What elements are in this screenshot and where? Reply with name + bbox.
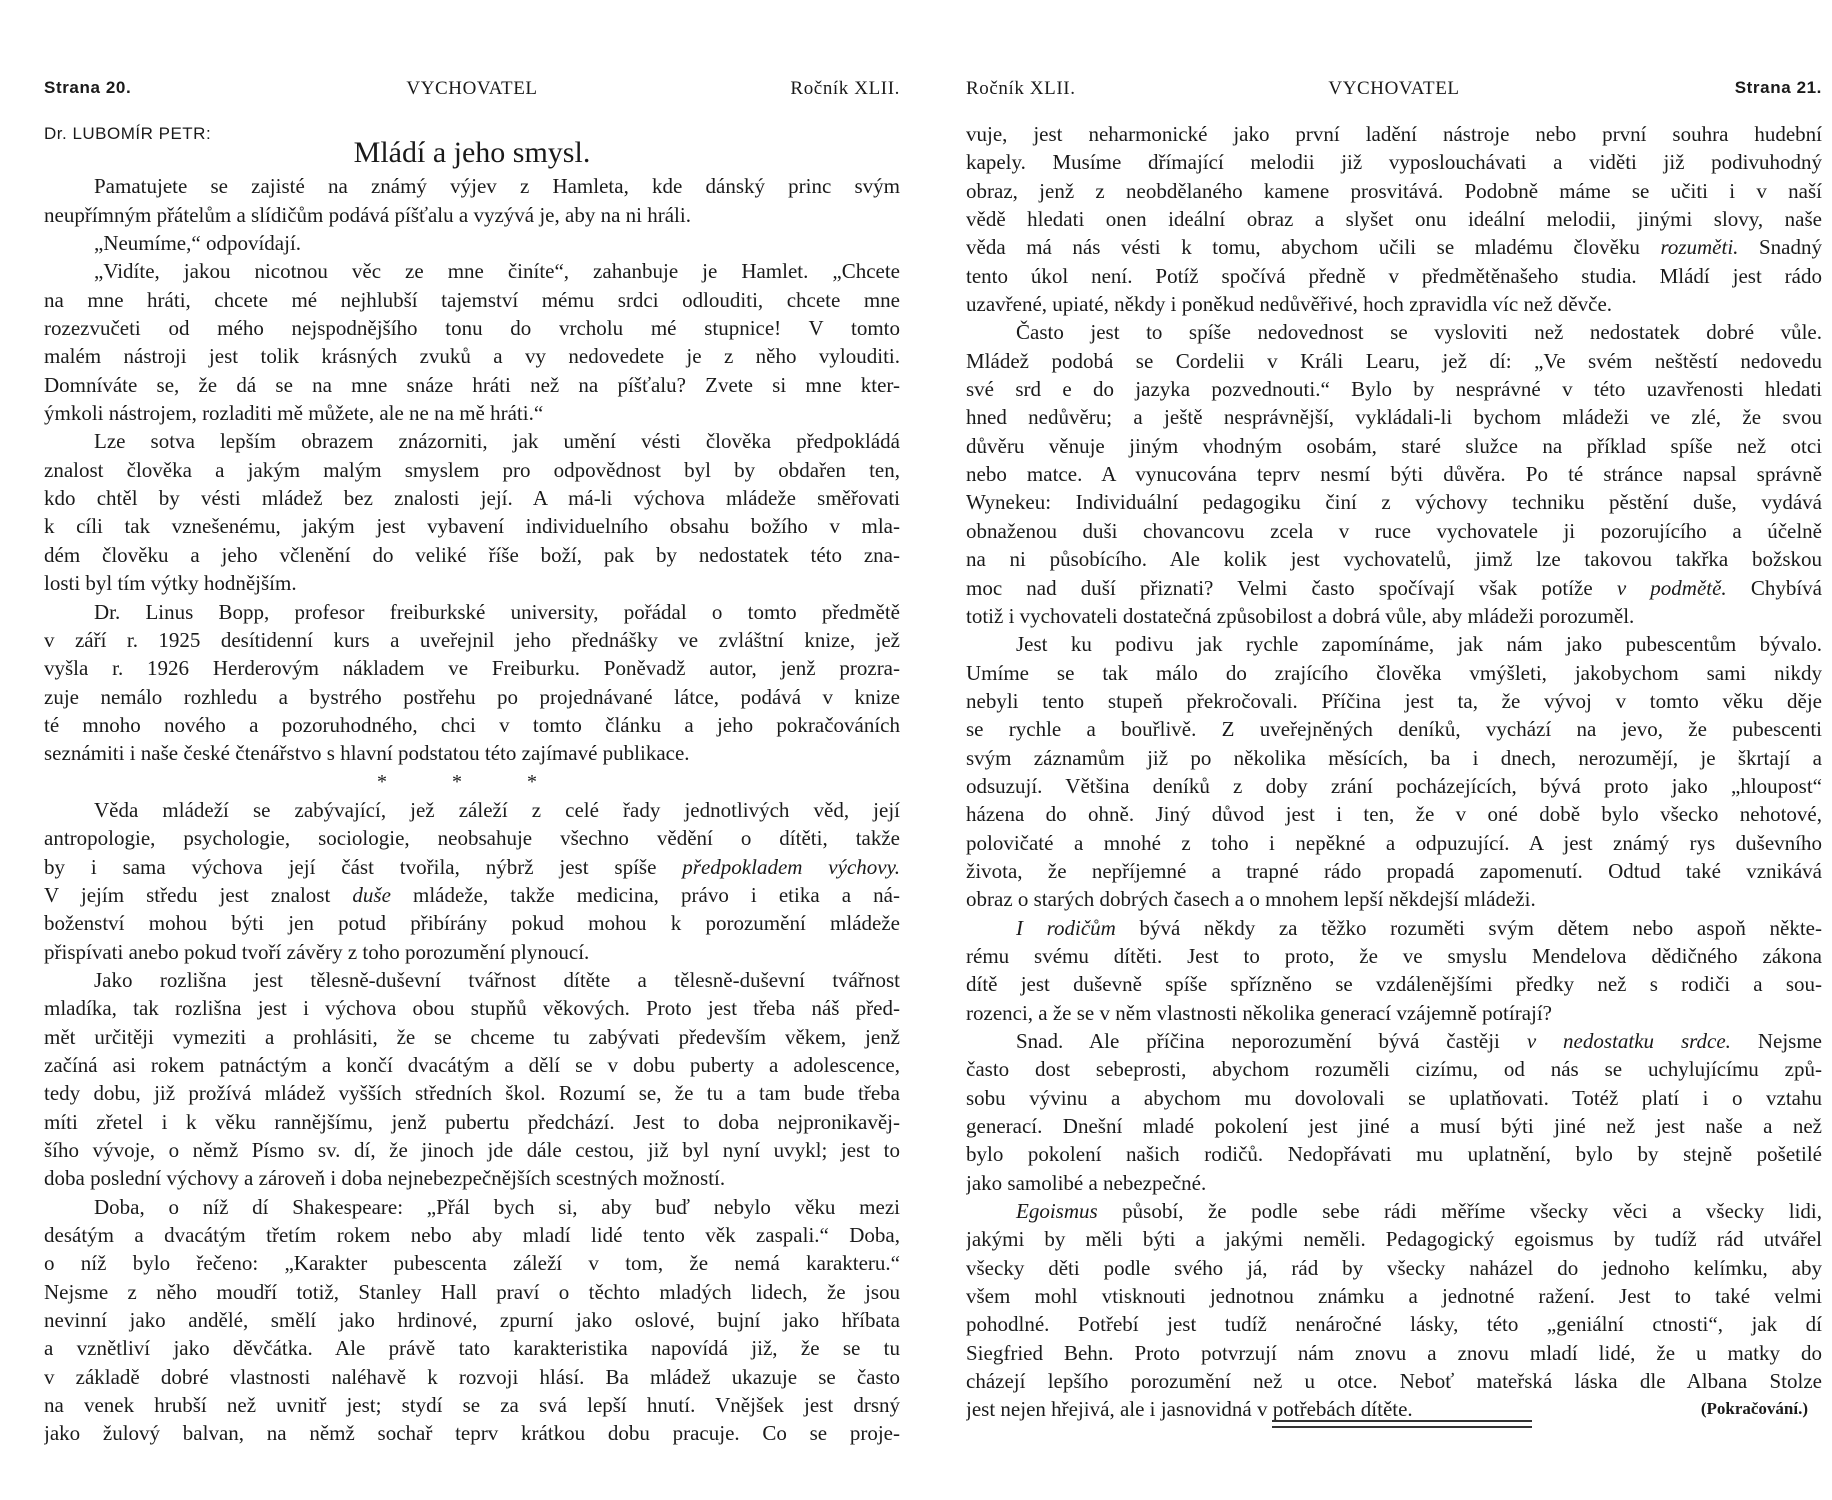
continued-note: (Pokračování.) bbox=[1700, 1399, 1808, 1419]
right-page-number: Strana 21. bbox=[1734, 78, 1822, 97]
text-line: často dost sebeprosti, abychom rozuměli cizímu, od nás se uchylujícímu způ- bbox=[966, 1057, 1822, 1082]
text-line: začíná asi rokem patnáctým a končí dvacátým a dělí se v dobu puberty a adolescence, bbox=[44, 1053, 900, 1077]
text-line: neupřímným přátelům a slídičům podává píšťalu a vyzývá je, aby na ni hráli. bbox=[44, 202, 691, 227]
text-line: svým záznamům již po několika měsících, ba i dnech, nerozumějí, je škrtají a bbox=[966, 745, 1822, 770]
text-line: tedy dobu, již prožívá mládež vyšších středních škol. Rozumí se, že tu a tam bude třeba bbox=[44, 1081, 900, 1106]
text-line: boženství mohou býti jen potud přibírány pokud mohou k porozumění mládeže bbox=[44, 911, 900, 936]
text-line: na venek hrubší než uvnitř jest; stydí se za svá lepší hnutí. Vnějšek jest drsný bbox=[44, 1393, 900, 1418]
text-line: se rychle a bouřlivě. Z uveřejněných deníků, vychází na jevo, že pubescenti bbox=[966, 717, 1822, 742]
right-article-body bbox=[966, 120, 1822, 1424]
text-line: přispívati anebo pokud tvoří závěry z toho porozumění plynoucí. bbox=[44, 939, 590, 964]
text-line: zuje nemálo rozhledu a bystrého postřehu po projednávané látce, podává v knize bbox=[44, 684, 900, 709]
text-line: obraz, jenž z neobdělaného kamene prosvitává. Podobně máme se učiti i v naší bbox=[966, 178, 1822, 203]
text-line: Wynekeu: Individuální pedagogiku činí z výchovy techniku pěstění duše, vydává bbox=[966, 490, 1822, 515]
text-line: desátým a dvacátým třetím rokem nebo aby mladí lidé tento věk zaspali.“ Doba, bbox=[44, 1223, 900, 1248]
left-volume: Ročník XLII. bbox=[790, 78, 900, 99]
text-line: jakými by měli býti a jakými neměli. Pedagogický egoismus by tudíž rád utvářel bbox=[966, 1227, 1822, 1252]
text-line: Jest ku podivu jak rychle zapomínáme, jak nám jako pubescentům bývalo. bbox=[1016, 632, 1822, 657]
left-page-number: Strana 20. bbox=[44, 78, 132, 97]
text-line: jako žulový balvan, na němž sochař teprv krátkou dobu pracuje. Co se proje- bbox=[44, 1421, 900, 1446]
text-line: vědě hledati onen ideální obraz a slyšet onu ideální melodii, jinými slovy, naše bbox=[966, 207, 1822, 232]
text-line: Domníváte se, že dá se na mne snáze hráti než na píšťalu? Zvete si mne kter- bbox=[44, 372, 900, 397]
text-line: házena do ohně. Jiný důvod jest i ten, že v oné době bylo všecko nehotové, bbox=[966, 802, 1822, 827]
text-line: polovičaté a mnohé z toho i nepěkné a odpuzující. A jest známý rys duševního bbox=[966, 830, 1822, 855]
text-line: Doba, o níž dí Shakespeare: „Přál bych si, aby buď nebylo věku mezi bbox=[94, 1194, 900, 1219]
text-line: Snad. Ale příčina neporozumění bývá častěji v nedostatku srdce. Nejsme bbox=[1016, 1029, 1822, 1053]
text-line: bylo pokolení našich rodičů. Nedopřávati mu uplatnění, bylo by stejně pošetilé bbox=[966, 1142, 1822, 1167]
text-line: I rodičům bývá někdy za těžko rozuměti svým dětem nebo aspoň někte- bbox=[1016, 915, 1822, 940]
text-line: v základě dobré vlastnosti naléhavě k rozvoji hlásí. Ba mládež ukazuje se často bbox=[44, 1364, 900, 1389]
text-line: antropologie, psychologie, sociologie, neobsahuje všechno vědění o dítěti, takže bbox=[44, 826, 900, 851]
text-line: obnaženou duši chovancovu zcela v ruce vychovatele ji pozorujícího a účelně bbox=[966, 518, 1822, 543]
text-line: seznámiti i naše české čtenářstvo s hlavní podstatou této zajímavé publikace. bbox=[44, 741, 690, 766]
right-volume: Ročník XLII. bbox=[966, 78, 1076, 99]
text-line: znalost člověka a jakým malým smyslem pro odpovědnost byl by obdařen ten, bbox=[44, 457, 900, 482]
right-running-header bbox=[966, 78, 1822, 108]
text-line: malém nástroji jest tolik krásných zvuků a vy nedovedete je z něho vylouditi. bbox=[44, 344, 900, 369]
text-line: sobu vývinu a abychom mu dovolovali se uplatňovati. Totéž platí i o vztahu bbox=[966, 1085, 1822, 1110]
text-line: nevinní jako andělé, smělí jako hrdinové, zpurní jako oslové, bujní jako hříbata bbox=[44, 1308, 900, 1333]
text-line: v září r. 1925 desítidenní kurs a uveřejnil jeho přednášky ve zvláštní knize, jež bbox=[44, 627, 900, 652]
right-text-lines bbox=[966, 120, 1822, 1424]
text-line: své srd e do jazyka pozvednouti.“ Bylo by nesprávné v této uzavřenosti hledati bbox=[966, 377, 1822, 402]
left-journal-title: VYCHOVATEL bbox=[406, 78, 538, 99]
text-line: Umíme se tak málo do zrajícího člověka vmýšleti, jakobychom sami nikdy bbox=[966, 660, 1822, 685]
text-line: nebo matce. A vynucována teprv nesmí býti důvěra. Po té stránce napsal správně bbox=[966, 462, 1822, 487]
text-line: generací. Dnešní mladé pokolení jest jiné a musí býti jiné než jest naše a než bbox=[966, 1114, 1822, 1139]
text-line: na ni působícího. Ale kolik jest vychovatelů, jimž lze takovou takřka božskou bbox=[966, 547, 1822, 572]
text-line: V jejím středu jest znalost duše mládeže, takže medicina, právo i etika a ná- bbox=[44, 882, 900, 907]
text-line: by i sama výchova její část tvořila, nýbrž jest spíše předpokladem výchovy. bbox=[44, 854, 900, 879]
section-break: * * * bbox=[377, 770, 567, 793]
text-line: doba poslední výchovy a zároveň i doba nejnebezpečnějších scestných možností. bbox=[44, 1166, 726, 1191]
text-line: losti byl tím výtky hodnějším. bbox=[44, 571, 297, 596]
text-line: moc nad duší přiznati? Velmi často spočívají však potíže v podmětě. Chybívá bbox=[966, 575, 1822, 600]
text-line: Pamatujete se zajisté na známý výjev z Hamleta, kde dánský princ svým bbox=[94, 174, 900, 199]
right-journal-title: VYCHOVATEL bbox=[1328, 78, 1460, 99]
text-line: obraz o starých dobrých časech a o mnohem lepší někdejší mládeži. bbox=[966, 887, 1536, 912]
text-line: k cíli tak vznešenému, jakým jest vybavení individuelního obsahu božího v mla- bbox=[44, 514, 900, 539]
text-line: rozenci, a že se v něm vlastnosti několika generací vzájemně potírají? bbox=[966, 1000, 1553, 1025]
text-line: kapely. Musíme dřímající melodii již vyposlouchávati a viděti již podivuhodný bbox=[966, 150, 1822, 175]
text-line: hned nedůvěru; a ještě nesprávnější, vykládali-li bychom mládeži ve zlé, že svou bbox=[966, 405, 1822, 430]
text-line: života, že nepříjemné a trapné rádo propadá zapomenutí. Odtud také vznikává bbox=[966, 858, 1822, 883]
text-line: dítě jest duševně spíše spřízněno se vzdálenějšími předky než s rodiči a sou- bbox=[966, 972, 1822, 997]
text-line: Siegfried Behn. Proto potvrzují nám znovu a znovu mladí lidé, že u matky do bbox=[966, 1340, 1822, 1365]
text-line: ýmkoli nástrojem, rozladiti mě můžete, ale ne na mě hráti.“ bbox=[44, 401, 544, 426]
text-line: odsuzují. Většina deníků z doby zrání pocházejících, bývá proto jako „hloupost“ bbox=[966, 773, 1822, 798]
text-line: tento úkol není. Potíž spočívá předně v předmětěnašeho studia. Mládí jest rádo bbox=[966, 263, 1822, 288]
text-line: mladíka, tak rozlišna jest i výchova obou stupňů věkových. Proto jest třeba náš před- bbox=[44, 996, 900, 1021]
article-title: Mládí a jeho smysl. bbox=[353, 136, 591, 170]
text-line: rému svému dítěti. Jest to proto, že ve smyslu Mendelova dědičného zákona bbox=[966, 943, 1822, 968]
right-page bbox=[966, 78, 1822, 1478]
text-line: vuje, jest neharmonické jako první ladění nástroje nebo první souhra hudební bbox=[966, 122, 1822, 146]
text-line: uzavřené, upiaté, někdy i poněkud nedůvěřivé, hoch zpravidla víc než děvče. bbox=[966, 292, 1613, 317]
end-rule-bottom bbox=[1272, 1426, 1532, 1428]
end-rule-top bbox=[1272, 1420, 1532, 1422]
text-line: dém člověku a jeho včlenění do veliké říše boží, pak by nedostatek této zna- bbox=[44, 542, 900, 567]
article-author: Dr. LUBOMÍR PETR: bbox=[44, 124, 212, 143]
text-line: Lze sotva lepším obrazem znázorniti, jak umění vésti člověka předpokládá bbox=[94, 429, 900, 454]
text-line: Mládež podobá se Cordelii v Králi Learu, jež dí: „Ve svém neštěstí nedovedu bbox=[966, 348, 1822, 373]
text-line: té mnoho nového a pozoruhodného, chci v tomto článku a jeho pokračováních bbox=[44, 712, 900, 737]
text-line: všem mohl vtisknouti jednotnou známku a jednotné ražení. Jest to také velmi bbox=[966, 1284, 1822, 1309]
text-line: pohodlné. Potřebí jest tudíž nenáročné lásky, této „geniální ctnosti“, jak dí bbox=[966, 1312, 1822, 1337]
text-line: nebyli tento stupeň překročovali. Příčina jest ta, že vývoj v tomto věku děje bbox=[966, 688, 1822, 713]
text-line: Dr. Linus Bopp, profesor freiburkské university, pořádal o tomto předmětě bbox=[94, 599, 900, 624]
text-line: totiž i vychovateli dostatečná způsobilost a dobrá vůle, aby mládeži porozuměl. bbox=[966, 603, 1635, 628]
text-line: rozezvučeti od mého nejspodnějšího tonu do vrcholu mé stupnice! V tomto bbox=[44, 316, 900, 341]
left-text-lines bbox=[44, 172, 900, 1447]
text-line: míti zřetel i k věku rannějšímu, jenž pubertu předchází. Jest to doba nejpronikavěj- bbox=[44, 1109, 900, 1134]
left-article-body bbox=[44, 120, 900, 1448]
text-line: „Neumíme,“ odpovídají. bbox=[94, 231, 302, 256]
text-line: jest nejen hřejivá, ale i jasnovidná v potřebách dítěte. (Pokračování.) bbox=[966, 1395, 1822, 1423]
text-line: důvěru věnuje jiným vhodným osobám, staré služce na příklad spíše než otci bbox=[966, 433, 1822, 458]
text-line: vyšla r. 1926 Herderovým nákladem ve Freiburku. Poněvadž autor, jenž prozra- bbox=[44, 656, 900, 681]
text-line: Často jest to spíše nedovednost se vysloviti než nedostatek dobré vůle. bbox=[1016, 320, 1822, 345]
text-line: „Vidíte, jakou nicotnou věc ze mne činíte“, zahanbuje je Hamlet. „Chcete bbox=[94, 259, 900, 284]
text-line: o níž bylo řečeno: „Karakter pubescenta záleží v tom, že nemá karakteru.“ bbox=[44, 1251, 900, 1276]
text-line: jako samolibé a nebezpečné. bbox=[966, 1170, 1207, 1195]
text-line: Jako rozlišna jest tělesně-duševní tvářnost dítěte a tělesně-duševní tvářnost bbox=[94, 967, 900, 992]
text-line: všecky děti podle svého já, rád by všecky naházel do jednoho kelímku, aby bbox=[966, 1255, 1822, 1280]
text-line: mět určitěji vymeziti a prohlásiti, že se chceme tu zabývati především věkem, jenž bbox=[44, 1024, 900, 1049]
text-line: Egoismus působí, že podle sebe rádi měříme všecky věci a všecky lidi, bbox=[1016, 1199, 1822, 1224]
text-line: na mne hráti, chcete mé nejhlubší tajemství mému srdci odlouditi, chcete mne bbox=[44, 287, 900, 312]
text-line: Nejsme z něho moudří totiž, Stanley Hall praví o těchto mladých lidech, že jsou bbox=[44, 1279, 900, 1304]
text-line: a vznětliví jako děvčátka. Ale právě tato karakteristika napovídá již, že se tu bbox=[44, 1336, 900, 1361]
text-line: cházejí lepšího porozumění než u otce. Neboť mateřská láska dle Albana Stolze bbox=[966, 1369, 1822, 1394]
text-line: Věda mládeží se zabývající, jež záleží z celé řady jednotlivých věd, její bbox=[94, 797, 900, 822]
text-line: šího vývoje, o němž Písmo sv. dí, že jinoch jde dále cestou, již byl nyní uvykl; jest to bbox=[44, 1138, 900, 1163]
left-page bbox=[44, 78, 900, 1478]
left-running-header bbox=[44, 78, 900, 108]
text-line: věda má nás vésti k tomu, abychom učili se mladému člověku rozuměti. Snadný bbox=[966, 235, 1822, 260]
text-line: kdo chtěl by vésti mládež bez znalosti její. A má-li výchova mládeže směřovati bbox=[44, 486, 900, 511]
